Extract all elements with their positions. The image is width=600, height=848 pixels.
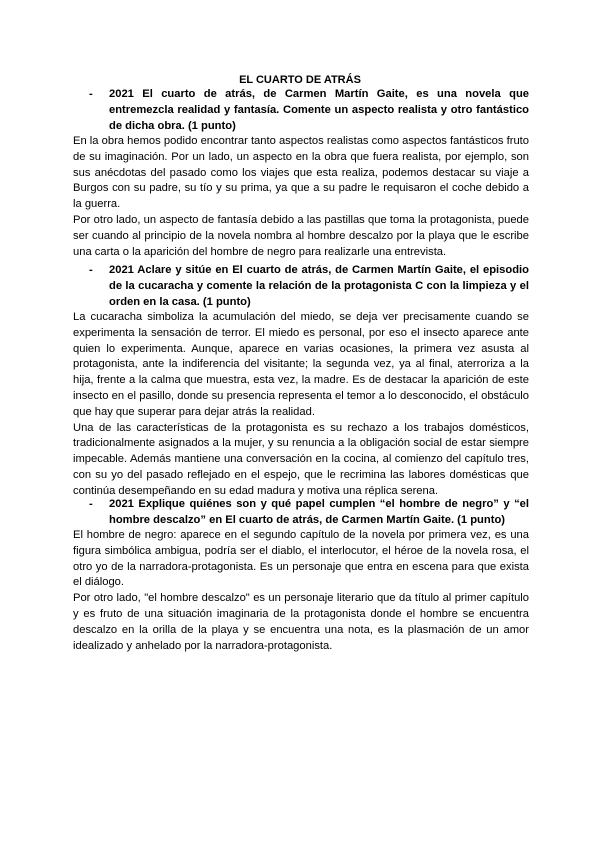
question-2-text: 2021 Aclare y sitúe en El cuarto de atrás, de Carmen Martín Gaite, el episodio de la cucaracha y comente la relación de la protagonista C con la limpieza y el orden en la casa. (1 punto)	[109, 264, 529, 308]
answer-2	[73, 310, 529, 500]
answer-2-paragraph-1: La cucaracha simboliza la acumulación del miedo, se deja ver precisamente cuando se experimenta la sensación de terror. El miedo es personal, por eso el insecto aparece ante quien lo experimenta. Aunque, aparece en varias ocasiones, la primera vez asusta al protagonista, ante la indiferencia del visitante; la segunda vez, ya al final, aterroriza a la hija, frente a la calma que muestra, esta vez, la madre. Es de destacar la aparición de este insecto en el pasillo, donde su presencia representa el temor a lo desconocido, el obstáculo que hay que superar para dejar atrás la realidad.	[73, 311, 529, 418]
answer-1-paragraph-1: En la obra hemos podido encontrar tanto aspectos realistas como aspectos fantásticos fruto de su imaginación. Por un lado, un aspecto en la obra que fuera realista, por ejemplo, son sus anécdotas del pasado como los viajes que esta realiza, podemos destacar su viaje a Burgos con su padre, su tío y su prima, ya que a su padre le requisaron el coche debido a la guerra.	[73, 135, 529, 211]
question-2	[89, 263, 529, 310]
answer-3	[73, 528, 529, 654]
answer-2-paragraph-2: Una de las características de la protagonista es su rechazo a los trabajos domésticos, tradicionalmente asignados a la mujer, y su renuncia a la obligación social de estar siempre impecable. Además mantiene una conversación en la cocina, al comienzo del capítulo tres, con su yo del pasado reflejado en el espejo, que le recrimina las labores domésticas que continúa desempeñando en su edad madura y motiva una réplica serena.	[73, 421, 529, 497]
question-1-text: 2021 El cuarto de atrás, de Carmen Martín Gaite, es una novela que entremezcla realidad y fantasía. Comente un aspecto realista y otro fantástico de dicha obra. (1 punto)	[109, 88, 529, 132]
question-3-text: 2021 Explique quiénes son y qué papel cumplen “el hombre de negro” y “el hombre descalzo” en El cuarto de atrás, de Carmen Martín Gaite. (1 punto)	[109, 498, 529, 526]
answer-1	[73, 134, 529, 260]
question-1	[89, 87, 529, 134]
bullet-dash: -	[89, 88, 93, 100]
answer-3-paragraph-2: Por otro lado, "el hombre descalzo" es un personaje literario que da título al primer capítulo y es fruto de una situación imaginaria de la protagonista donde el hombre se encuentra descalzo en la orilla de la playa y se encuentra una nota, es la plasmación de un amor idealizado y anhelado por la narradora-protagonista.	[73, 592, 529, 652]
question-3	[89, 497, 529, 529]
answer-1-paragraph-2: Por otro lado, un aspecto de fantasía debido a las pastillas que toma la protagonista, puede ser cuando al principio de la novela nombra al hombre descalzo por la playa que le escribe una carta o la aparición del hombre de negro para realizarle una entrevista.	[73, 213, 529, 258]
bullet-dash: -	[89, 264, 93, 276]
answer-3-paragraph-1: El hombre de negro: aparece en el segundo capítulo de la novela por primera vez, es una figura simbólica ambigua, podría ser el diablo, el interlocutor, el héroe de la novela rosa, el otro yo de la narradora-protagonista. Es un personaje que entra en escena para que exista el diálogo.	[73, 529, 529, 589]
document-title: EL CUARTO DE ATRÁS	[239, 74, 361, 86]
bullet-dash: -	[89, 498, 93, 510]
